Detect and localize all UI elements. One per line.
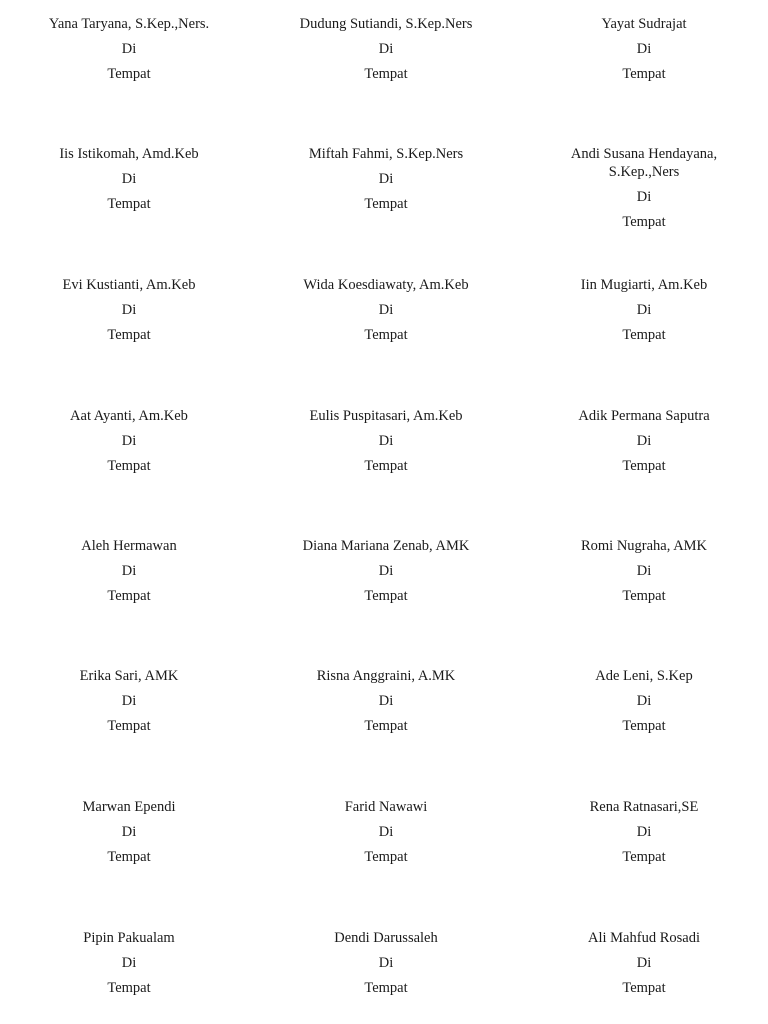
recipient-name: Adik Permana Saputra: [578, 408, 710, 424]
address-label: [9, 15, 249, 83]
recipient-place: Tempat: [364, 718, 408, 734]
recipient-name: Rena Ratnasari,SE: [589, 799, 699, 815]
recipient-name: Yayat Sudrajat: [601, 16, 687, 32]
recipient-place: Tempat: [622, 849, 666, 865]
address-label: [9, 276, 249, 344]
recipient-di: Di: [121, 171, 137, 187]
recipient-di: Di: [121, 824, 137, 840]
recipient-place: Tempat: [107, 718, 151, 734]
recipient-place: Tempat: [622, 458, 666, 474]
recipient-di: Di: [636, 433, 652, 449]
recipient-name: Diana Mariana Zenab, AMK: [302, 538, 470, 554]
address-label: [524, 929, 764, 997]
recipient-name: Ali Mahfud Rosadi: [588, 930, 700, 946]
recipient-place: Tempat: [107, 196, 151, 212]
recipient-place: Tempat: [107, 849, 151, 865]
address-label: [9, 798, 249, 866]
recipient-place: Tempat: [364, 458, 408, 474]
address-label: [524, 798, 764, 866]
address-label: [266, 929, 506, 997]
recipient-name: Ade Leni, S.Kep: [595, 668, 693, 684]
recipient-name: Iin Mugiarti, Am.Keb: [580, 277, 708, 293]
address-label: [266, 537, 506, 605]
recipient-name: Risna Anggraini, A.MK: [316, 668, 456, 684]
recipient-place: Tempat: [107, 327, 151, 343]
address-label: [524, 276, 764, 344]
recipient-di: Di: [121, 693, 137, 709]
recipient-place: Tempat: [622, 327, 666, 343]
recipient-di: Di: [378, 171, 394, 187]
recipient-name: Aleh Hermawan: [81, 538, 177, 554]
recipient-di: Di: [636, 693, 652, 709]
recipient-di: Di: [378, 302, 394, 318]
recipient-place: Tempat: [364, 980, 408, 996]
address-label: [266, 667, 506, 735]
address-label: [9, 145, 249, 213]
recipient-place: Tempat: [107, 458, 151, 474]
recipient-place: Tempat: [364, 196, 408, 212]
recipient-name: Andi Susana Hendayana, S.Kep.,Ners: [570, 146, 718, 180]
recipient-name: Evi Kustianti, Am.Keb: [62, 277, 196, 293]
recipient-place: Tempat: [107, 980, 151, 996]
recipient-name: Pipin Pakualam: [83, 930, 175, 946]
recipient-place: Tempat: [622, 980, 666, 996]
recipient-name: Romi Nugraha, AMK: [580, 538, 708, 554]
address-label: [266, 798, 506, 866]
address-label: [524, 667, 764, 735]
recipient-di: Di: [378, 563, 394, 579]
recipient-name: Yana Taryana, S.Kep.,Ners.: [48, 16, 210, 32]
address-label: [266, 145, 506, 213]
recipient-di: Di: [636, 189, 652, 205]
recipient-di: Di: [121, 41, 137, 57]
recipient-di: Di: [378, 955, 394, 971]
recipient-place: Tempat: [364, 588, 408, 604]
recipient-di: Di: [121, 433, 137, 449]
address-label: [524, 145, 764, 231]
address-label: [266, 15, 506, 83]
address-label: [9, 537, 249, 605]
recipient-di: Di: [636, 302, 652, 318]
recipient-name: Iis Istikomah, Amd.Keb: [59, 146, 199, 162]
address-label: [266, 276, 506, 344]
recipient-place: Tempat: [622, 588, 666, 604]
recipient-place: Tempat: [107, 588, 151, 604]
recipient-place: Tempat: [364, 327, 408, 343]
recipient-di: Di: [378, 433, 394, 449]
recipient-di: Di: [636, 824, 652, 840]
recipient-di: Di: [121, 302, 137, 318]
recipient-name: Eulis Puspitasari, Am.Keb: [309, 408, 463, 424]
address-label: [9, 667, 249, 735]
recipient-name: Miftah Fahmi, S.Kep.Ners: [308, 146, 464, 162]
recipient-place: Tempat: [622, 66, 666, 82]
recipient-name: Marwan Ependi: [82, 799, 176, 815]
address-label: [524, 537, 764, 605]
recipient-place: Tempat: [364, 66, 408, 82]
recipient-name: Dudung Sutiandi, S.Kep.Ners: [299, 16, 473, 32]
recipient-di: Di: [378, 824, 394, 840]
address-label: [524, 407, 764, 475]
address-label: [9, 407, 249, 475]
recipient-name: Wida Koesdiawaty, Am.Keb: [303, 277, 469, 293]
recipient-place: Tempat: [107, 66, 151, 82]
recipient-name: Farid Nawawi: [344, 799, 428, 815]
recipient-name: Erika Sari, AMK: [79, 668, 179, 684]
recipient-place: Tempat: [622, 718, 666, 734]
recipient-di: Di: [121, 563, 137, 579]
recipient-di: Di: [636, 955, 652, 971]
recipient-di: Di: [636, 563, 652, 579]
address-label: [9, 929, 249, 997]
address-label: [266, 407, 506, 475]
recipient-di: Di: [121, 955, 137, 971]
recipient-place: Tempat: [364, 849, 408, 865]
recipient-name: Dendi Darussaleh: [334, 930, 438, 946]
recipient-di: Di: [636, 41, 652, 57]
recipient-di: Di: [378, 693, 394, 709]
address-label: [524, 15, 764, 83]
recipient-di: Di: [378, 41, 394, 57]
recipient-name: Aat Ayanti, Am.Keb: [70, 408, 188, 424]
recipient-place: Tempat: [622, 214, 666, 230]
